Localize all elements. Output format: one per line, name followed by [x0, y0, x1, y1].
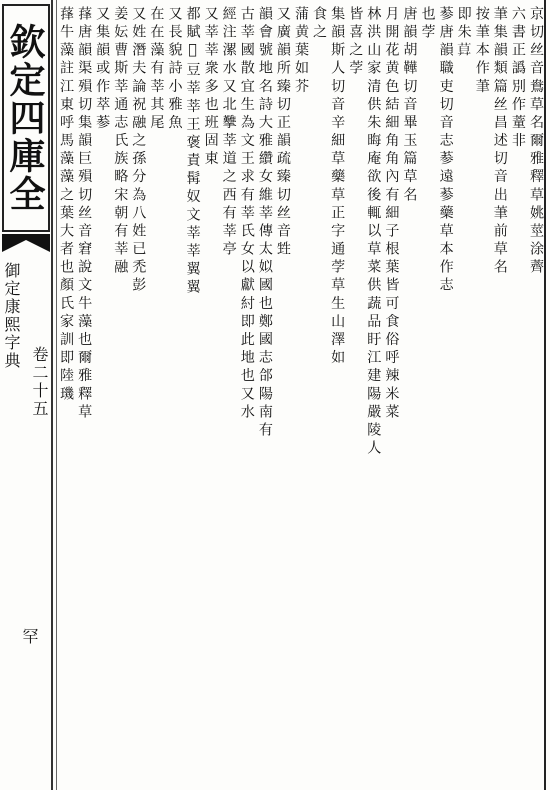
text-column: 又集韻或作萃𦲞 [94, 6, 111, 133]
text-column: 𦲞唐韻職吏切音志𦲞遠𦲞藥草本作志 [437, 6, 454, 296]
text-column: 經注漯水又北𢺋莘道之西有莘亭 [220, 6, 237, 260]
text-column: 又長貌詩小雅魚 [166, 6, 183, 133]
text-column: 集韻斯人切音辛細草藥草正字通茡草生山澤如 [329, 6, 346, 368]
text-column: 韻會號地名詩大雅纘女維莘傳太姒國也鄭國志郃陽南有 [256, 6, 273, 441]
text-column: 萚唐韻渠殞切集韻巨殞切丝音窘說文牛藻也爾雅釋草 [76, 6, 93, 423]
text-column: 又廣韻所臻切正韻疏臻切丝音甡 [274, 6, 291, 260]
text-column: 蒲黄葉如芥 [293, 6, 310, 97]
text-column: 六書正譌別作蕫非 [509, 6, 526, 151]
text-area [56, 0, 546, 790]
text-column: 月開花黄色結細角角內有細子根葉皆可食俗呼辣米菜 [383, 6, 400, 423]
fishtail-ornament [0, 232, 52, 254]
text-column: 唐韻胡鞾切音畢玉篇草名 [401, 6, 418, 205]
text-column: 萚牛藻註江東呼馬藻藻之葉大者也顏氏家訓即陸璣 [58, 6, 75, 404]
text-column: 古莘國散宜生為文王求有莘氏女以獻紂即此地也又水 [238, 6, 255, 423]
text-column: 按茟本作茟 [473, 6, 490, 97]
margin-rule [51, 0, 53, 790]
text-column: 都賦𦚆豆莘莘王褒責髯奴文莘莘翼翼 [184, 6, 201, 298]
text-column: 又莘莘衆多也班固東 [202, 6, 219, 169]
chapter-label: 卷二十五 [30, 346, 49, 418]
text-column: 林洪山家清供朱晦庵欲後輒以草菜供蔬品盱江建陽嚴陵人 [365, 6, 382, 459]
page-number: 罕 [20, 628, 39, 644]
volume-label: 御定康熙字典 [2, 262, 21, 370]
text-column: 皆喜之茡 [347, 6, 364, 79]
text-column: 茟集韻類篇丝昌述切音出茟前草名 [491, 6, 508, 278]
text-column: 食之 [311, 6, 328, 43]
text-column: 也茡 [419, 6, 436, 43]
text-column: 姜妘曹斯莘通志氏族略宋朝有莘融 [112, 6, 129, 278]
text-column: 又姓潛夫論祝融之孫分為八姓已禿彭 [130, 6, 147, 296]
text-column: 在在藻有莘其尾 [148, 6, 165, 133]
book-title: 欽定四庫全 [2, 4, 50, 232]
text-column: 京切丝音鴦草名爾雅釋草姚莖涂薺 [527, 6, 544, 278]
text-column: 即朱𦱤 [455, 6, 472, 61]
